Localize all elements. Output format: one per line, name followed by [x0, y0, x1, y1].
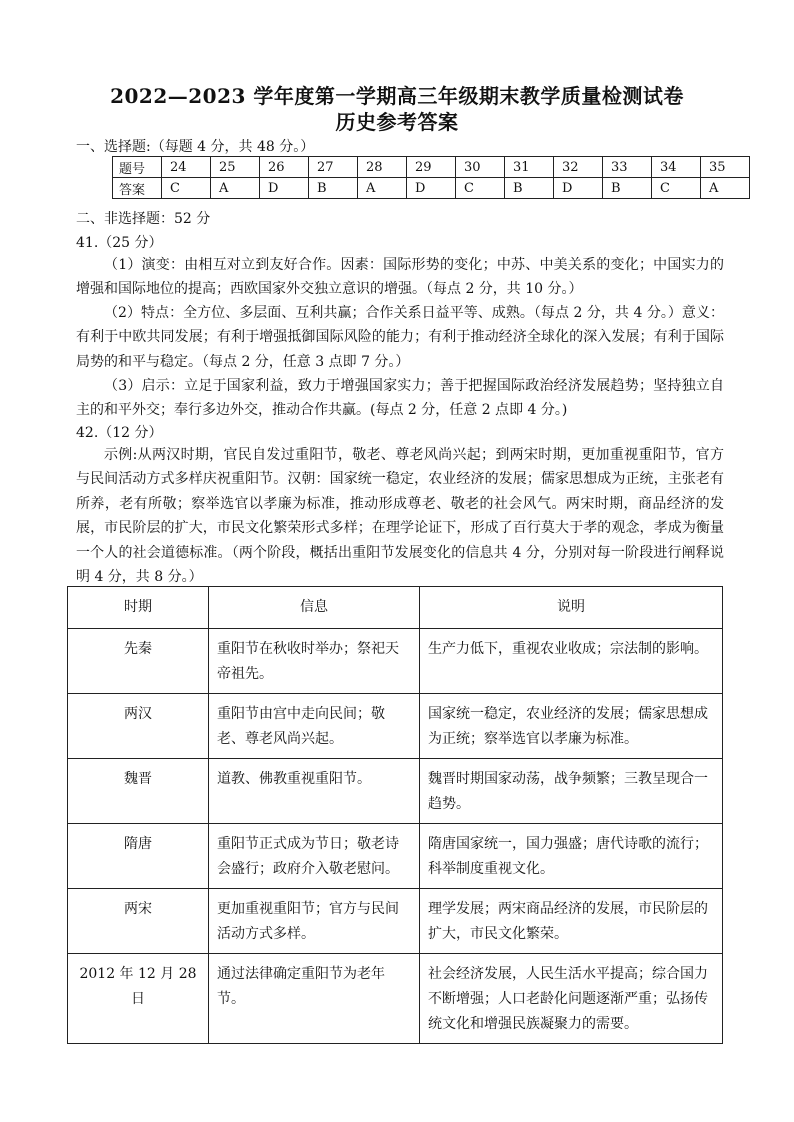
mcq-answer: C [456, 178, 505, 199]
mcq-answer: B [603, 178, 652, 199]
period-cell: 魏晋 [68, 759, 209, 824]
section-2-heading: 二、非选择题：52 分 [76, 211, 211, 227]
mcq-answer: C [162, 178, 211, 199]
mcq-answer: B [505, 178, 554, 199]
q41-part1: （1）演变：由相互对立到友好合作。因素：国际形势的变化；中苏、中美关系的变化；中国实力的增强和国际地位的提高；西欧国家外交独立意识的增强。（每点 2 分，共 10 分。） [76, 257, 724, 298]
table-header-row [68, 587, 723, 629]
mcq-answer: C [652, 178, 701, 199]
mcq-number-row [113, 157, 750, 178]
document-subtitle: 历史参考答案 [335, 110, 459, 134]
mcq-number: 25 [211, 157, 260, 178]
festival-table [67, 586, 723, 1044]
info-cell: 重阳节在秋收时举办；祭祀天帝祖先。 [209, 629, 420, 694]
info-cell: 道教、佛教重视重阳节。 [209, 759, 420, 824]
mcq-number: 28 [358, 157, 407, 178]
table-row [68, 889, 723, 954]
column-header: 信息 [209, 587, 420, 629]
period-cell: 两汉 [68, 694, 209, 759]
note-cell: 理学发展；两宋商品经济的发展，市民阶层的扩大，市民文化繁荣。 [420, 889, 723, 954]
q42-heading: 42.（12 分） [76, 425, 163, 441]
mcq-answer: D [554, 178, 603, 199]
period-cell: 两宋 [68, 889, 209, 954]
table-row [68, 694, 723, 759]
mcq-number: 31 [505, 157, 554, 178]
mcq-answer: A [358, 178, 407, 199]
mcq-number: 35 [701, 157, 750, 178]
note-cell: 生产力低下，重视农业收成；宗法制的影响。 [420, 629, 723, 694]
mcq-answer-table [112, 156, 750, 199]
mcq-answer-row [113, 178, 750, 199]
info-cell: 通过法律确定重阳节为老年节。 [209, 954, 420, 1044]
mcq-number: 30 [456, 157, 505, 178]
mcq-number: 32 [554, 157, 603, 178]
period-cell: 隋唐 [68, 824, 209, 889]
mcq-number: 34 [652, 157, 701, 178]
period-cell: 先秦 [68, 629, 209, 694]
q41-part2: （2）特点：全方位、多层面、互利共赢；合作关系日益平等、成熟。（每点 2 分，共 4 分。）意义：有利于中欧共同发展；有利于增强抵御国际风险的能力；有利于推动经济全球化的深入发展；有利于国际局势的和平与稳定。（每点 2 分，任意 3 点即 7 分。） [76, 305, 724, 370]
mcq-answer: D [260, 178, 309, 199]
mcq-row-label: 答案 [113, 178, 162, 199]
note-cell: 国家统一稳定，农业经济的发展；儒家思想成为正统；察举选官以孝廉为标准。 [420, 694, 723, 759]
period-cell: 2012 年 12 月 28 日 [68, 954, 209, 1044]
info-cell: 更加重视重阳节；官方与民间活动方式多样。 [209, 889, 420, 954]
mcq-answer: B [309, 178, 358, 199]
column-header: 时期 [68, 587, 209, 629]
section-1-heading: 一、选择题:（每题 4 分，共 48 分。） [76, 139, 315, 155]
note-cell: 社会经济发展，人民生活水平提高；综合国力不断增强；人口老龄化问题逐渐严重；弘扬传统文化和增强民族凝聚力的需要。 [420, 954, 723, 1044]
document-title: 2022—2023 学年度第一学期高三年级期末教学质量检测试卷 [110, 84, 684, 108]
table-row [68, 824, 723, 889]
mcq-answer: A [701, 178, 750, 199]
table-row [68, 954, 723, 1044]
info-cell: 重阳节正式成为节日；敬老诗会盛行；政府介入敬老慰问。 [209, 824, 420, 889]
mcq-row-label: 题号 [113, 157, 162, 178]
info-cell: 重阳节由宫中走向民间；敬老、尊老风尚兴起。 [209, 694, 420, 759]
mcq-answer: D [407, 178, 456, 199]
q42-example: 示例:从两汉时期，官民自发过重阳节，敬老、尊老风尚兴起；到两宋时期，更加重视重阳节，官方与民间活动方式多样庆祝重阳节。汉朝：国家统一稳定，农业经济的发展；儒家思想成为正统，主张老有所养，老有所敬；察举选官以孝廉为标准，推动形成尊老、敬老的社会风气。两宋时期，商品经济的发展，市民阶层的扩大，市民文化繁荣形式多样；在理学论证下，形成了百行莫大于孝的观念，孝成为衡量一个人的社会道德标准。（两个阶段，概括出重阳节发展变化的信息共 4 分，分别对每一阶段进行阐释说明 4 分，共 8 分。） [76, 447, 724, 586]
q41-heading: 41.（25 分） [76, 235, 163, 251]
column-header: 说明 [420, 587, 723, 629]
mcq-number: 27 [309, 157, 358, 178]
mcq-answer: A [211, 178, 260, 199]
mcq-number: 33 [603, 157, 652, 178]
note-cell: 魏晋时期国家动荡，战争频繁；三教呈现合一趋势。 [420, 759, 723, 824]
mcq-number: 24 [162, 157, 211, 178]
table-row [68, 629, 723, 694]
note-cell: 隋唐国家统一，国力强盛；唐代诗歌的流行；科举制度重视文化。 [420, 824, 723, 889]
mcq-number: 29 [407, 157, 456, 178]
table-row [68, 759, 723, 824]
mcq-number: 26 [260, 157, 309, 178]
q41-part3: （3）启示：立足于国家利益，致力于增强国家实力；善于把握国际政治经济发展趋势；坚持独立自主的和平外交；奉行多边外交，推动合作共赢。(每点 2 分，任意 2 点即 4 分。) [76, 378, 724, 419]
